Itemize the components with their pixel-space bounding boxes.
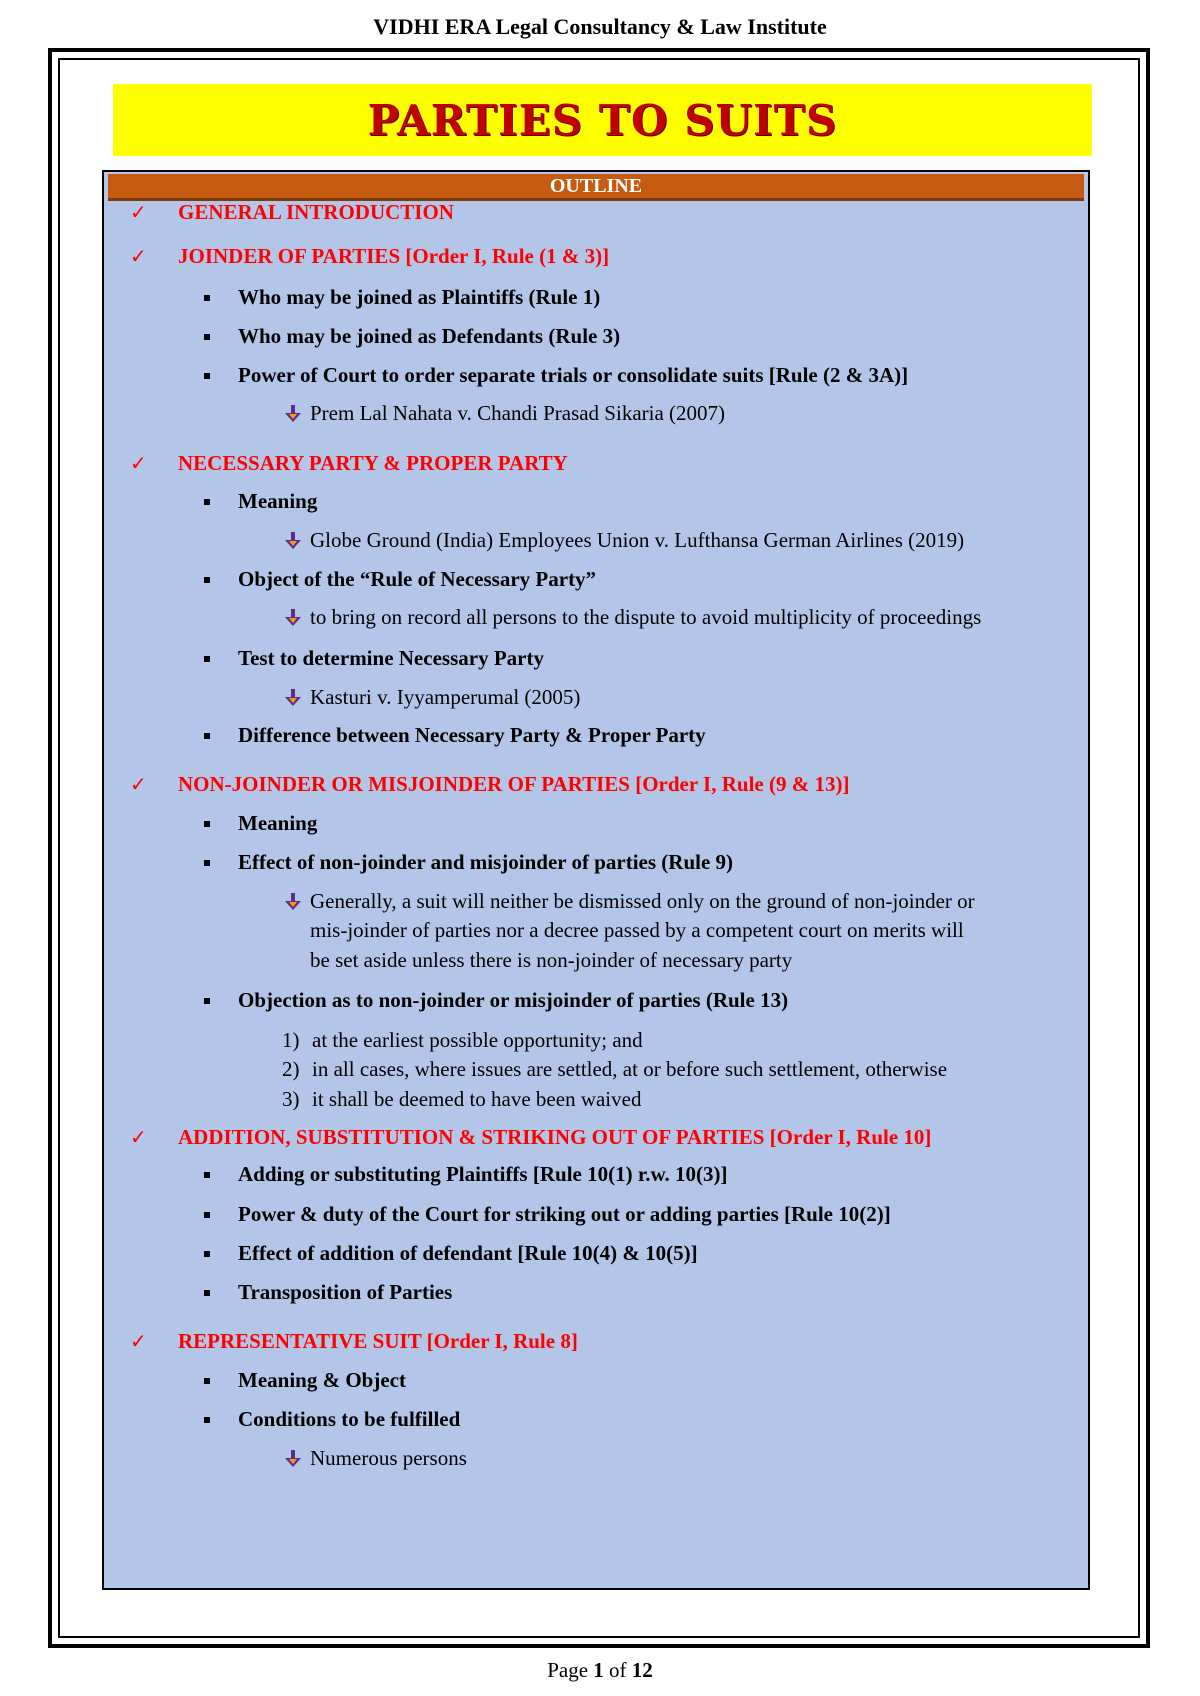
outline-case-continuation: [284, 918, 964, 943]
outline-subitem: [204, 1407, 460, 1432]
square-bullet-icon: [204, 373, 210, 379]
case-text: Globe Ground (India) Employees Union v. Lufthansa German Airlines (2019): [310, 528, 965, 552]
square-bullet-icon: [204, 821, 210, 827]
outline-numbered-item: [282, 1028, 643, 1053]
checkmark-icon: ✓: [130, 200, 147, 224]
outline-subitem: [204, 324, 620, 349]
outline-subitem: [204, 988, 788, 1013]
square-bullet-icon: [204, 1290, 210, 1296]
outline-heading: [130, 244, 609, 269]
item-number: 2): [282, 1057, 300, 1081]
outline-heading: [130, 200, 454, 225]
outline-subitem: [204, 850, 733, 875]
square-bullet-icon: [204, 499, 210, 505]
outline-heading: [130, 451, 568, 476]
case-text: Generally, a suit will neither be dismissed only on the ground of non-joinder or: [310, 889, 975, 913]
outline-case: [284, 685, 580, 710]
case-text: Prem Lal Nahata v. Chandi Prasad Sikaria (2007): [310, 401, 726, 425]
square-bullet-icon: [204, 1417, 210, 1423]
outline-case-continuation: [284, 948, 792, 973]
subitem-text: Objection as to non-joinder or misjoinder of parties (Rule 13): [238, 988, 789, 1012]
case-text: to bring on record all persons to the dispute to avoid multiplicity of proceedings: [310, 605, 982, 629]
outline-subitem: [204, 1202, 891, 1227]
page-label: Page: [547, 1658, 589, 1682]
of-label: of: [609, 1658, 627, 1682]
outline-subitem: [204, 1241, 698, 1266]
case-text: mis-joinder of parties nor a decree passed by a competent court on merits will: [310, 918, 964, 942]
checkmark-icon: ✓: [130, 1125, 147, 1149]
square-bullet-icon: [204, 334, 210, 340]
outline-case: [284, 605, 981, 630]
checkmark-icon: ✓: [130, 451, 147, 475]
outline-subitem: [204, 489, 317, 514]
outline-label: OUTLINE: [108, 174, 1084, 201]
subitem-text: Who may be joined as Plaintiffs (Rule 1): [238, 285, 601, 309]
down-arrow-icon: [284, 892, 302, 917]
outline-box: [102, 170, 1090, 1590]
item-text: in all cases, where issues are settled, at or before such settlement, otherwise: [312, 1057, 948, 1081]
item-number: 3): [282, 1087, 300, 1111]
square-bullet-icon: [204, 1172, 210, 1178]
subitem-text: Adding or substituting Plaintiffs [Rule 10(1) r.w. 10(3)]: [238, 1162, 728, 1186]
subitem-text: Meaning & Object: [238, 1368, 406, 1392]
checkmark-icon: ✓: [130, 244, 147, 268]
square-bullet-icon: [204, 1251, 210, 1257]
heading-text: JOINDER OF PARTIES [Order I, Rule (1 & 3)]: [178, 244, 610, 268]
outline-subitem: [204, 723, 706, 748]
item-text: it shall be deemed to have been waived: [312, 1087, 642, 1111]
down-arrow-icon: [284, 608, 302, 633]
outline-subitem: [204, 363, 908, 388]
item-number: 1): [282, 1028, 300, 1052]
title-banner: [113, 84, 1092, 156]
square-bullet-icon: [204, 656, 210, 662]
checkmark-icon: ✓: [130, 772, 147, 796]
outline-case: [284, 528, 964, 553]
square-bullet-icon: [204, 577, 210, 583]
subitem-text: Meaning: [238, 489, 318, 513]
heading-text: NECESSARY PARTY & PROPER PARTY: [178, 451, 568, 475]
square-bullet-icon: [204, 998, 210, 1004]
down-arrow-icon: [284, 404, 302, 429]
square-bullet-icon: [204, 1378, 210, 1384]
subitem-text: Conditions to be fulfilled: [238, 1407, 461, 1431]
subitem-text: Power & duty of the Court for striking out or adding parties [Rule 10(2)]: [238, 1202, 891, 1226]
subitem-text: Who may be joined as Defendants (Rule 3): [238, 324, 621, 348]
square-bullet-icon: [204, 733, 210, 739]
case-text: be set aside unless there is non-joinder of necessary party: [310, 948, 793, 972]
page-total: 12: [631, 1658, 653, 1682]
outline-subitem: [204, 285, 600, 310]
outline-case: [284, 1446, 467, 1471]
document-title: PARTIES TO SUITS: [367, 95, 838, 145]
case-text: Kasturi v. Iyyamperumal (2005): [310, 685, 581, 709]
square-bullet-icon: [204, 860, 210, 866]
heading-text: NON-JOINDER OR MISJOINDER OF PARTIES [Order I, Rule (9 & 13)]: [178, 772, 850, 796]
page-footer: [0, 1658, 1200, 1683]
outline-subitem: [204, 1368, 406, 1393]
outline-subitem: [204, 646, 544, 671]
heading-text: ADDITION, SUBSTITUTION & STRIKING OUT OF PARTIES [Order I, Rule 10]: [178, 1125, 932, 1149]
outline-subitem: [204, 1162, 727, 1187]
subitem-text: Object of the “Rule of Necessary Party”: [238, 567, 597, 591]
outline-subitem: [204, 811, 317, 836]
page-header: VIDHI ERA Legal Consultancy & Law Institute: [373, 14, 827, 39]
subitem-text: Effect of non-joinder and misjoinder of parties (Rule 9): [238, 850, 734, 874]
checkmark-icon: ✓: [130, 1329, 147, 1353]
subitem-text: Test to determine Necessary Party: [238, 646, 544, 670]
subitem-text: Power of Court to order separate trials or consolidate suits [Rule (2 & 3A)]: [238, 363, 909, 387]
outline-case: [284, 401, 725, 426]
page-number: 1: [593, 1658, 604, 1682]
square-bullet-icon: [204, 295, 210, 301]
case-text: Numerous persons: [310, 1446, 467, 1470]
subitem-text: Transposition of Parties: [238, 1280, 453, 1304]
subitem-text: Effect of addition of defendant [Rule 10(4) & 10(5)]: [238, 1241, 698, 1265]
outline-heading: [130, 772, 849, 797]
outline-subitem: [204, 1280, 452, 1305]
outline-numbered-item: [282, 1057, 947, 1082]
heading-text: GENERAL INTRODUCTION: [178, 200, 454, 224]
outline-numbered-item: [282, 1087, 641, 1112]
down-arrow-icon: [284, 531, 302, 556]
down-arrow-icon: [284, 688, 302, 713]
heading-text: REPRESENTATIVE SUIT [Order I, Rule 8]: [178, 1329, 578, 1353]
outline-heading: [130, 1329, 578, 1354]
outline-heading: [130, 1125, 931, 1150]
down-arrow-icon: [284, 1449, 302, 1474]
outline-subitem: [204, 567, 596, 592]
subitem-text: Difference between Necessary Party & Proper Party: [238, 723, 706, 747]
outline-case: [284, 889, 975, 914]
subitem-text: Meaning: [238, 811, 318, 835]
item-text: at the earliest possible opportunity; and: [312, 1028, 643, 1052]
square-bullet-icon: [204, 1212, 210, 1218]
